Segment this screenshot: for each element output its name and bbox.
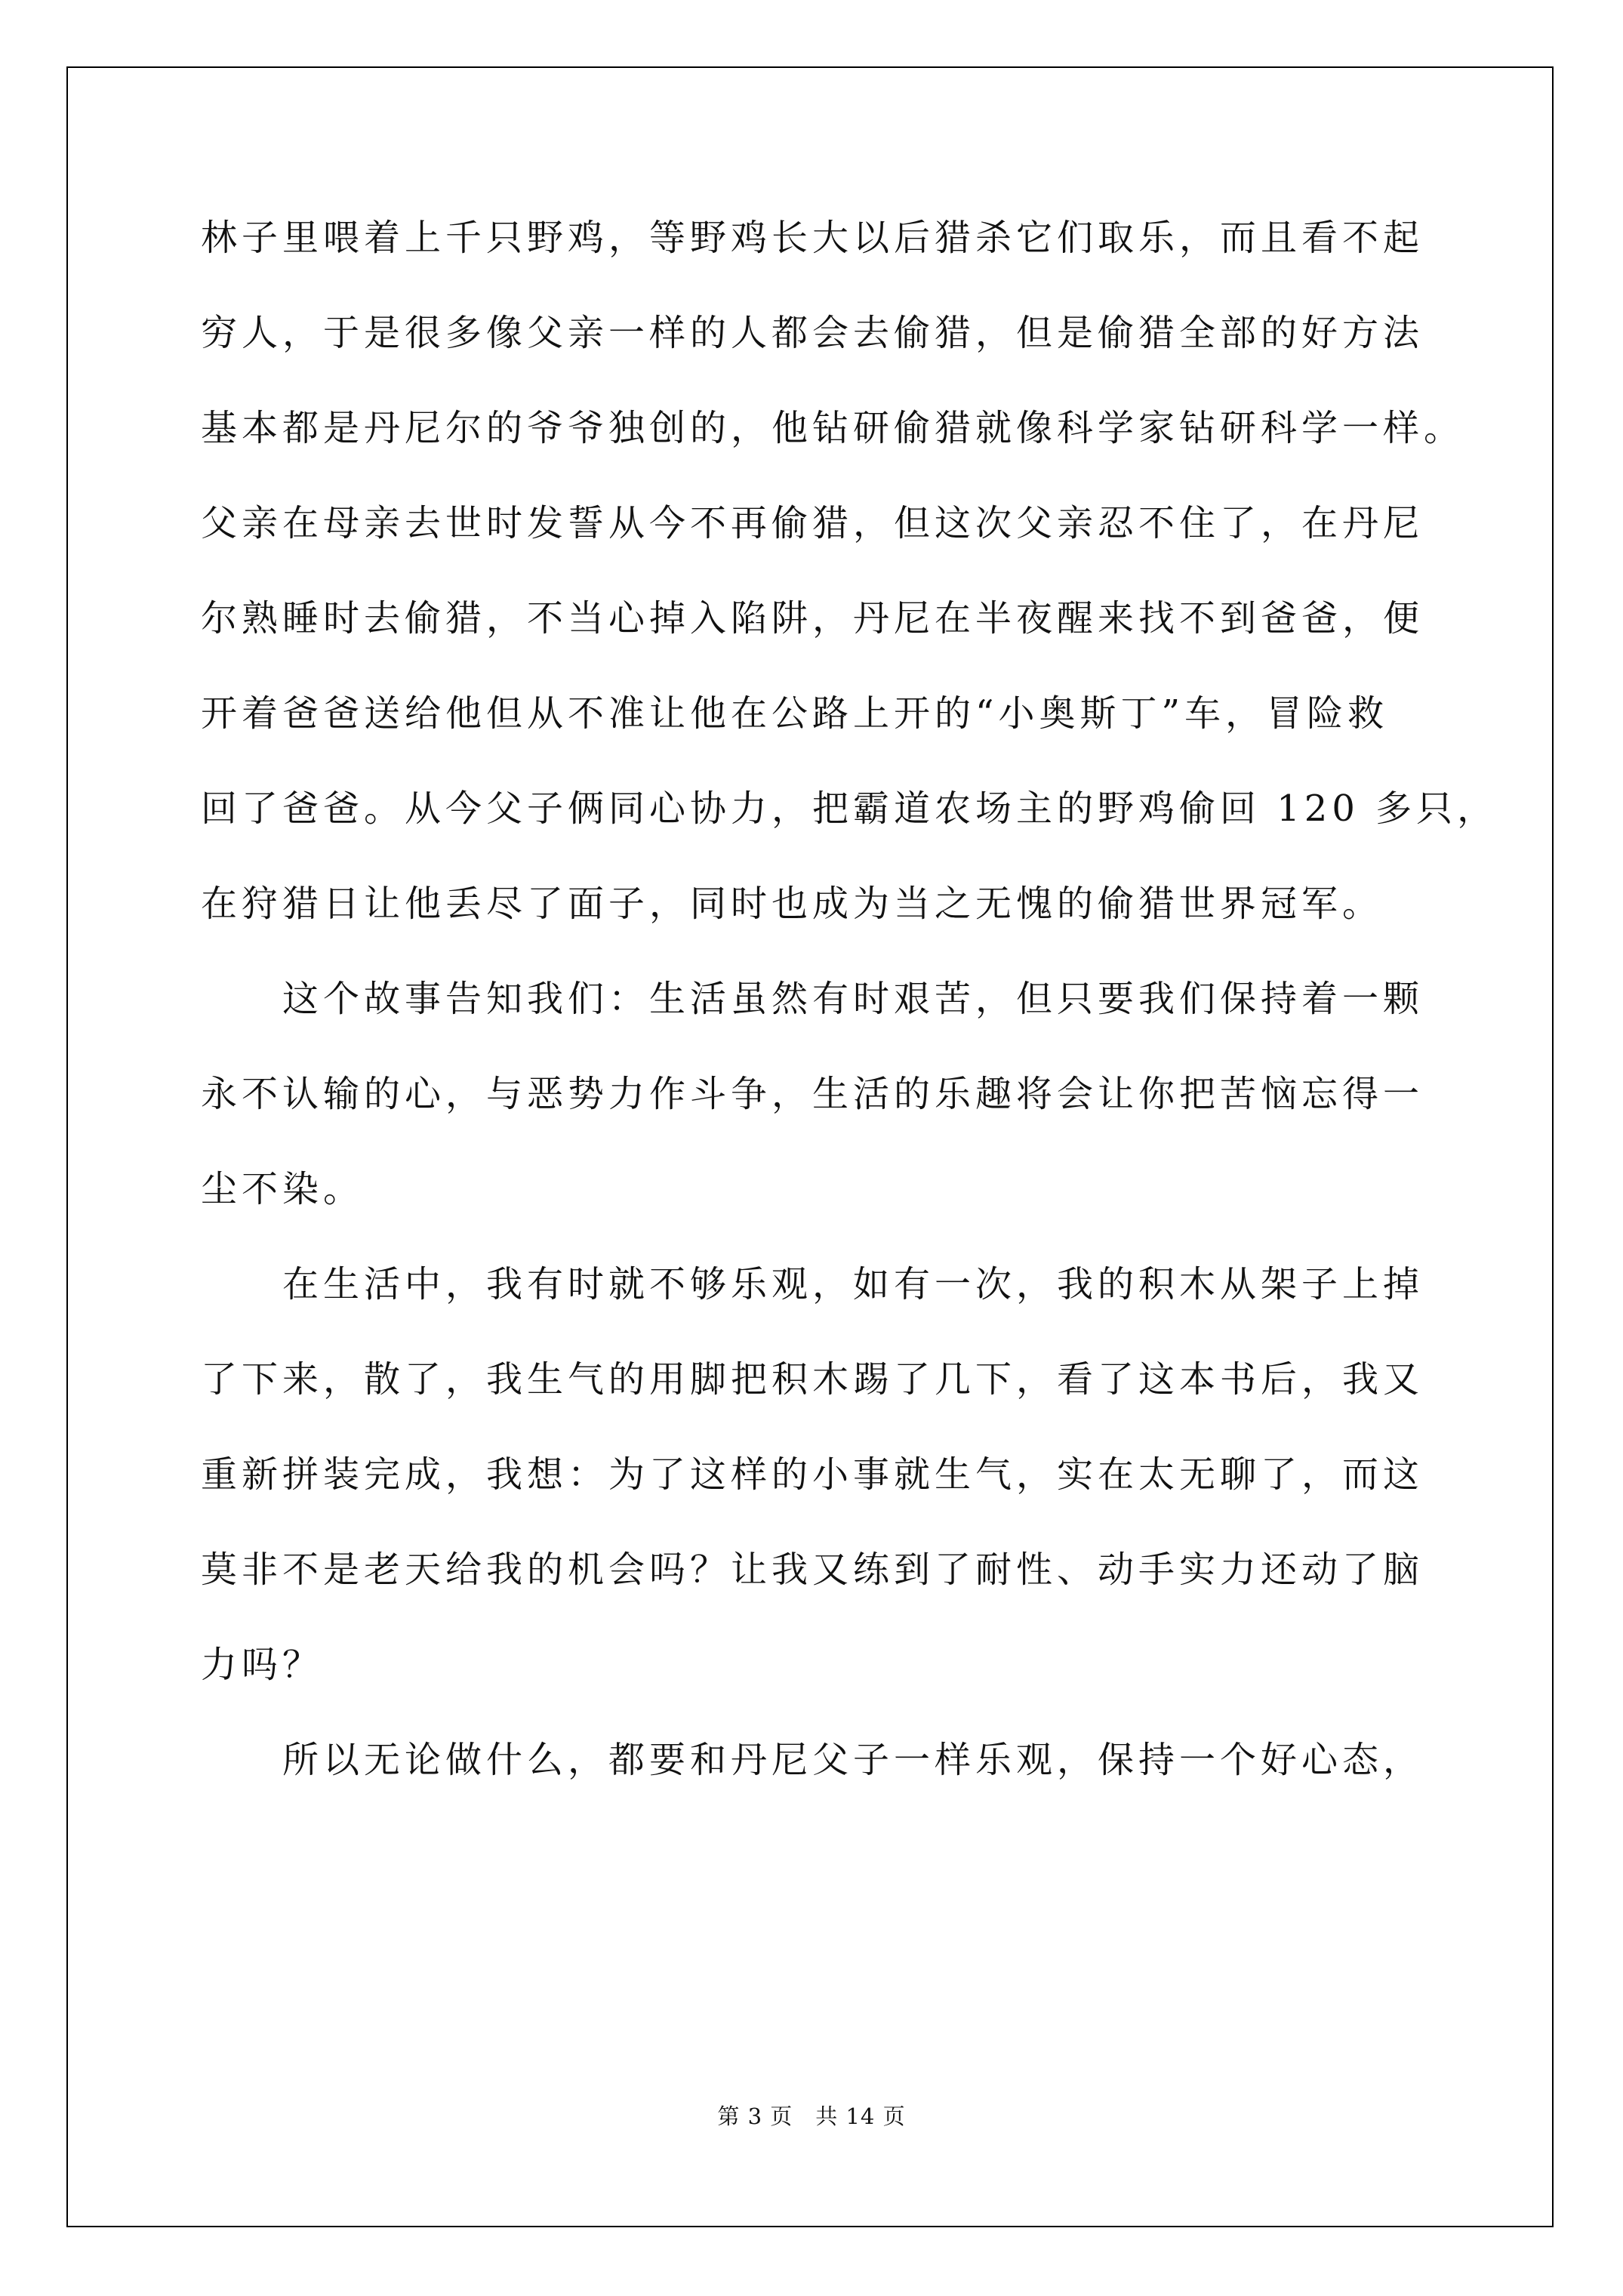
text-line: 重新拼装完成，我想：为了这样的小事就生气，实在太无聊了，而这 — [201, 1453, 1424, 1496]
text-line: 永不认输的心，与恶势力作斗争，生活的乐趣将会让你把苦恼忘得一 — [201, 1073, 1424, 1115]
page-border — [66, 66, 1554, 2227]
text-line: 穷人，于是很多像父亲一样的人都会去偷猎，但是偷猎全部的好方法 — [201, 312, 1424, 354]
paragraph-first-line: 这个故事告知我们：生活虽然有时艰苦，但只要我们保持着一颗 — [282, 978, 1424, 1020]
text-line: 在狩猎日让他丢尽了面子，同时也成为当之无愧的偷猎世界冠军。 — [201, 883, 1384, 925]
page-number-footer: 第 3 页 共 14 页 — [717, 2103, 906, 2129]
text-line: 父亲在母亲去世时发誓从今不再偷猎，但这次父亲忍不住了，在丹尼 — [201, 502, 1424, 544]
text-line: 莫非不是老天给我的机会吗？让我又练到了耐性、动手实力还动了脑 — [201, 1549, 1424, 1591]
paragraph-first-line: 所以无论做什么，都要和丹尼父子一样乐观，保持一个好心态， — [282, 1739, 1424, 1781]
text-line: 基本都是丹尼尔的爷爷独创的，他钻研偷猎就像科学家钻研科学一样。 — [201, 407, 1465, 449]
paragraph-first-line: 在生活中，我有时就不够乐观，如有一次，我的积木从架子上掉 — [282, 1263, 1424, 1305]
text-line: 林子里喂着上千只野鸡，等野鸡长大以后猎杀它们取乐，而且看不起 — [201, 217, 1424, 259]
text-line: 回了爸爸。从今父子俩同心协力，把霸道农场主的野鸡偷回 120 多只， — [201, 787, 1498, 830]
text-line: 尔熟睡时去偷猎，不当心掉入陷阱，丹尼在半夜醒来找不到爸爸，便 — [201, 597, 1424, 639]
text-line: 尘不染。 — [201, 1168, 365, 1210]
text-line: 了下来，散了，我生气的用脚把积木踢了几下，看了这本书后，我又 — [201, 1358, 1424, 1401]
text-line: 力吗？ — [201, 1644, 324, 1686]
text-line: 开着爸爸送给他但从不准让他在公路上开的“小奥斯丁”车，冒险救 — [201, 692, 1389, 735]
